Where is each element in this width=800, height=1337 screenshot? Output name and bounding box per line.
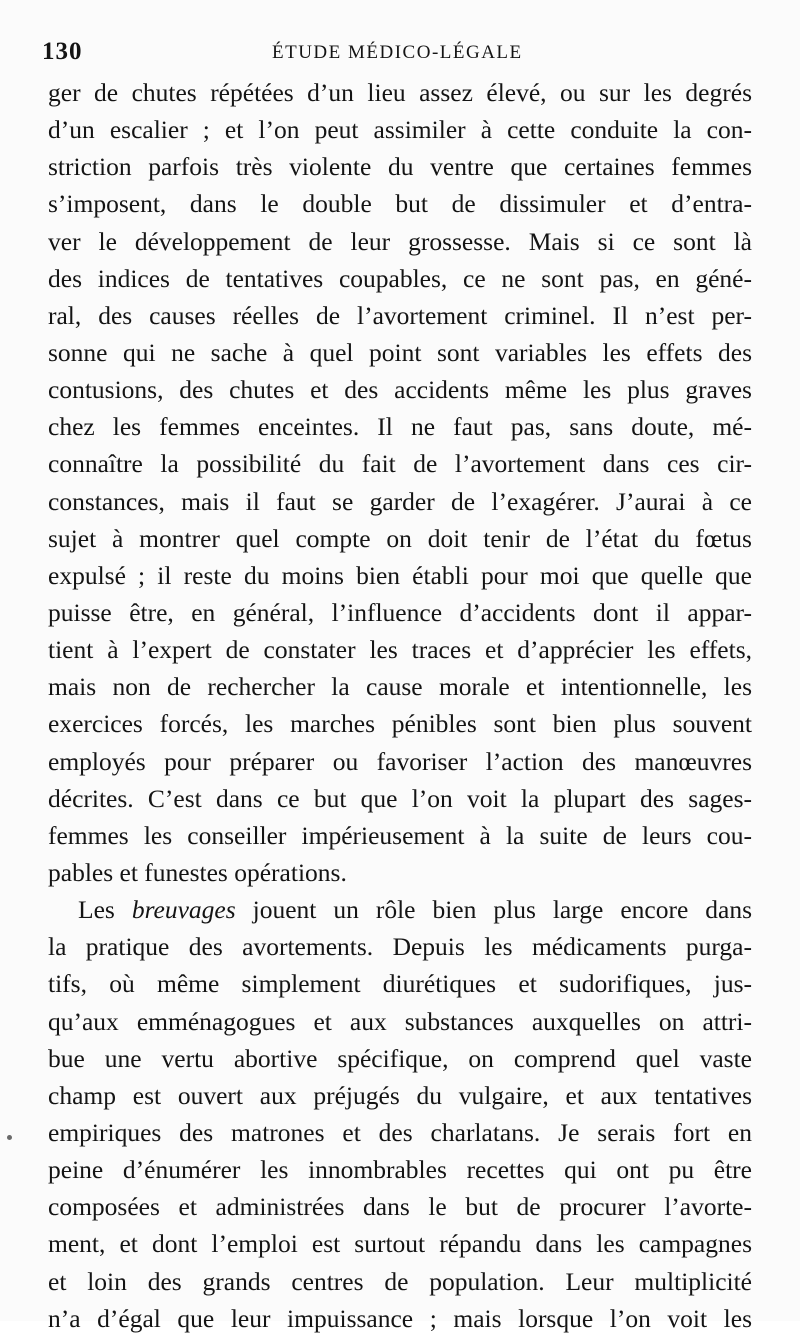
text-line: composées et administrées dans le but de procurer l’avorte- <box>48 1192 752 1222</box>
text-line: sonne qui ne sache à quel point sont variables les effets des <box>48 337 752 367</box>
text-line: peine d’énumérer les innombrables recettes qui ont pu être <box>48 1155 752 1185</box>
text-line: ver le développement de leur grossesse. Mais si ce sont là <box>48 226 752 256</box>
page-header <box>42 38 758 68</box>
text-line: employés pour préparer ou favoriser l’action des manœuvres <box>48 746 752 776</box>
text-line: contusions, des chutes et des accidents même les plus graves <box>48 375 752 405</box>
text-line: sujet à montrer quel compte on doit tenir de l’état du fœtus <box>48 523 752 553</box>
text-line: chez les femmes enceintes. Il ne faut pas, sans doute, mé- <box>48 412 752 442</box>
text-line-first <box>48 891 752 928</box>
text-line: n’a d’égal que leur impuissance ; mais lorsque l’on voit les <box>48 1303 752 1333</box>
text-line: connaître la possibilité du fait de l’avortement dans ces cir- <box>48 449 752 479</box>
text-line: femmes les conseiller impérieusement à la suite de leurs cou- <box>48 820 752 850</box>
body-text <box>48 74 752 1337</box>
paragraph-1 <box>48 74 752 891</box>
text-line: décrites. C’est dans ce but que l’on voit la plupart des sages- <box>48 783 752 813</box>
italic-term: breuvages <box>131 895 236 925</box>
paragraph-2 <box>48 891 752 1337</box>
text-line: ral, des causes réelles de l’avortement criminel. Il n’est per- <box>48 300 752 330</box>
text-line: qu’aux emménagogues et aux substances auxquelles on attri- <box>48 1006 752 1036</box>
text-line: tient à l’expert de constater les traces et d’apprécier les effets, <box>48 635 752 665</box>
running-head: ÉTUDE MÉDICO-LÉGALE <box>272 42 523 63</box>
text-line: s’imposent, dans le double but de dissimuler et d’entra- <box>48 189 752 219</box>
line-prefix: Les <box>78 895 132 925</box>
ink-spot <box>7 1135 12 1140</box>
text-line: champ est ouvert aux préjugés du vulgaire, et aux tentatives <box>48 1080 752 1110</box>
text-line: puisse être, en général, l’influence d’accidents dont il appar- <box>48 597 752 627</box>
page-number: 130 <box>42 38 83 65</box>
text-line: ment, et dont l’emploi est surtout répandu dans les campagnes <box>48 1229 752 1259</box>
text-line: ger de chutes répétées d’un lieu assez élevé, ou sur les degrés <box>48 78 752 107</box>
text-line: d’un escalier ; et l’on peut assimiler à cette conduite la con- <box>48 115 752 145</box>
text-line: exercices forcés, les marches pénibles sont bien plus souvent <box>48 709 752 739</box>
text-line: tifs, où même simplement diurétiques et sudorifiques, jus- <box>48 969 752 999</box>
text-line: et loin des grands centres de population. Leur multiplicité <box>48 1266 752 1296</box>
text-line: la pratique des avortements. Depuis les médicaments purga- <box>48 932 752 962</box>
text-line: striction parfois très violente du ventre que certaines femmes <box>48 152 752 182</box>
text-line: bue une vertu abortive spécifique, on comprend quel vaste <box>48 1043 752 1073</box>
text-line: expulsé ; il reste du moins bien établi pour moi que quelle que <box>48 560 752 590</box>
text-line: des indices de tentatives coupables, ce ne sont pas, en géné- <box>48 263 752 293</box>
text-line: mais non de rechercher la cause morale et intentionnelle, les <box>48 672 752 702</box>
line-suffix: jouent un rôle bien plus large encore dans <box>235 895 752 925</box>
text-line: pables et funestes opérations. <box>48 857 347 887</box>
text-line: empiriques des matrones et des charlatans. Je serais fort en <box>48 1117 752 1147</box>
text-line: constances, mais il faut se garder de l’exagérer. J’aurai à ce <box>48 486 752 516</box>
